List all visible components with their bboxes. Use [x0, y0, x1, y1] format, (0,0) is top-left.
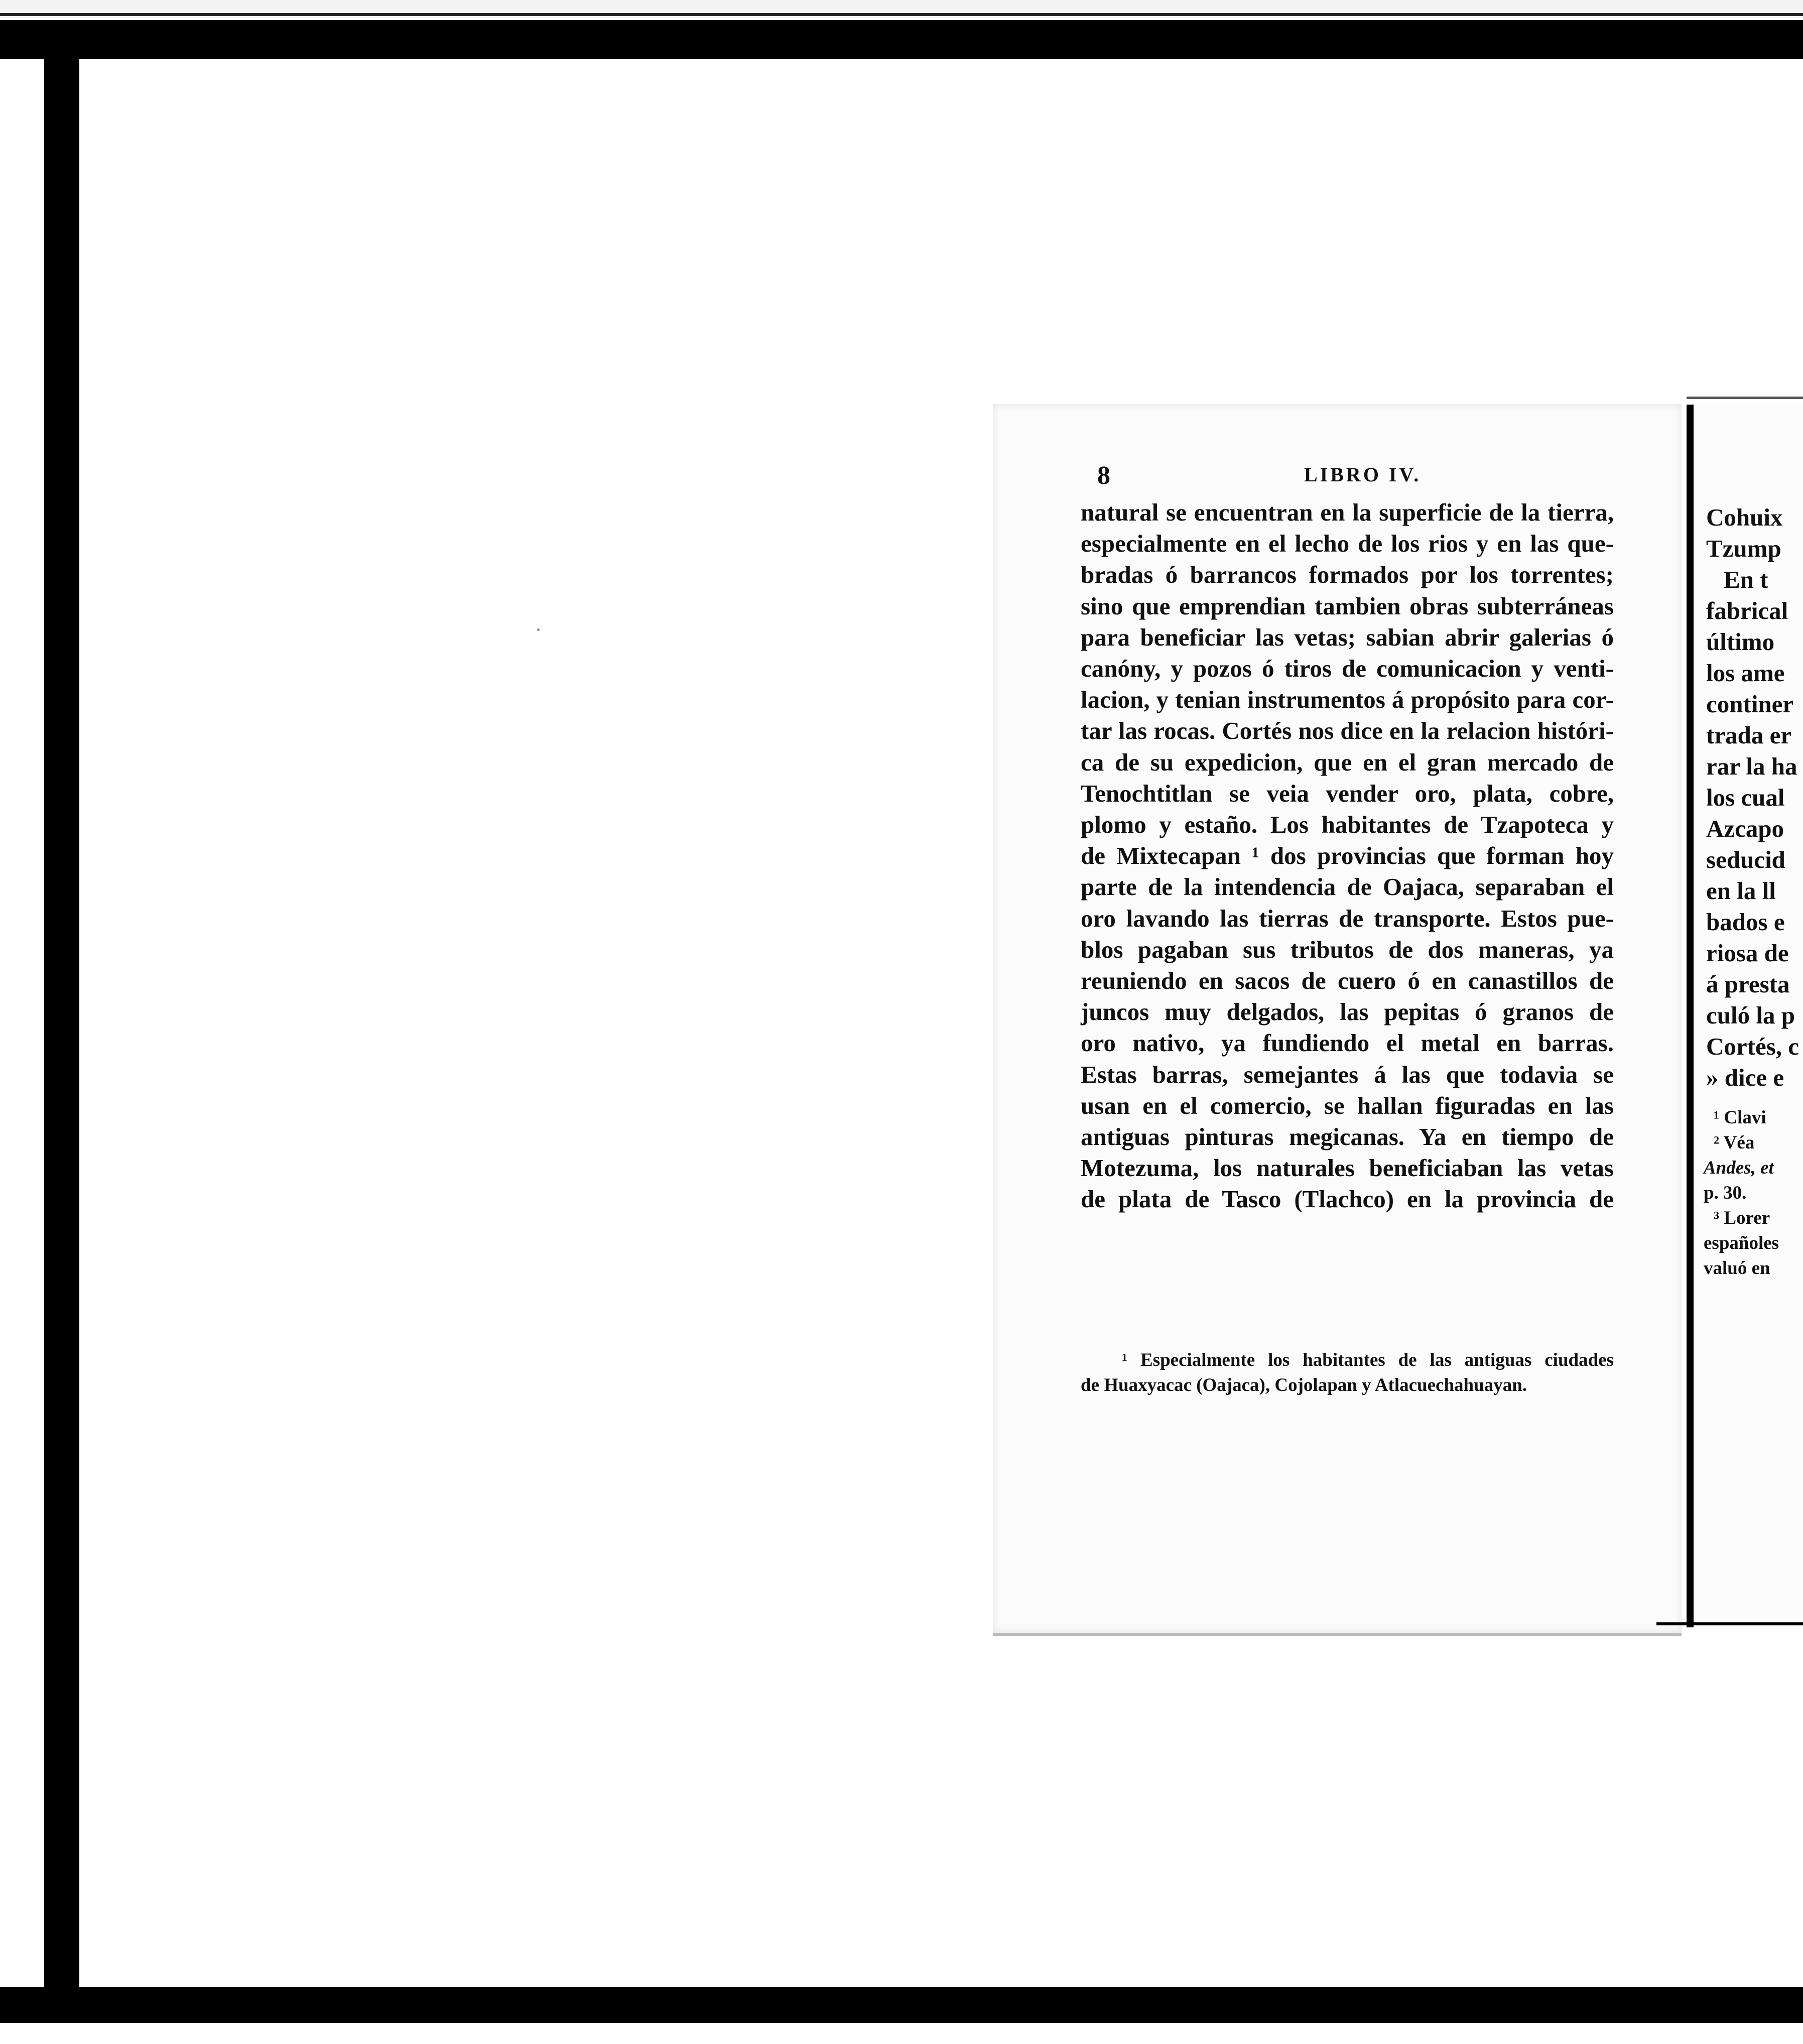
text-line: lacion, y tenian instrumentos á propósito para cor-	[1081, 686, 1614, 714]
scan-top-line	[0, 13, 1803, 16]
text-line: los ame	[1706, 659, 1785, 687]
text-line: los cual	[1706, 784, 1785, 811]
text-line: trada er	[1706, 721, 1792, 749]
text-line: plomo y estaño. Los habitantes de Tzapoteca y	[1081, 811, 1614, 839]
scan-border-left	[44, 20, 79, 2044]
scan-border-top	[0, 20, 1803, 59]
text-line: usan en el comercio, se hallan figuradas en las	[1081, 1091, 1614, 1119]
text-line: oro lavando las tierras de transporte. Estos pue-	[1081, 904, 1614, 932]
text-line: riosa de	[1706, 939, 1789, 967]
text-line: Motezuma, los naturales beneficiaban las vetas	[1081, 1154, 1614, 1182]
page-number: 8	[1097, 461, 1110, 490]
text-line: de Mixtecapan ¹ dos provincias que forman hoy	[1081, 842, 1614, 870]
text-line: antiguas pinturas megicanas. Ya en tiempo de	[1081, 1123, 1614, 1151]
text-line: para beneficiar las vetas; sabian abrir galerias ó	[1081, 623, 1614, 651]
text-line: á presta	[1706, 970, 1790, 998]
dust-speck	[537, 628, 540, 631]
footnote-line: de Huaxyacac (Oajaca), Cojolapan y Atlacuechahuayan.	[1081, 1375, 1527, 1395]
footnote-line: valuó en	[1704, 1258, 1770, 1279]
text-line: Cortés, c	[1706, 1033, 1799, 1060]
body-text	[1081, 497, 1614, 1215]
text-line: bradas ó barrancos formados por los torrentes;	[1081, 561, 1614, 589]
text-line: sino que emprendian tambien obras subterráneas	[1081, 592, 1614, 620]
text-line: blos pagaban sus tributos de dos maneras, ya	[1081, 935, 1614, 963]
text-line: rar la ha	[1706, 752, 1797, 780]
scan-bottom-margin	[0, 2023, 1803, 2044]
text-line: natural se encuentran en la superficie de la tierra,	[1081, 498, 1614, 526]
text-line: ca de su expedicion, que en el gran mercado de	[1081, 748, 1614, 776]
text-line: En t	[1724, 566, 1768, 593]
footnote-line: Andes, et	[1704, 1158, 1774, 1178]
text-line: culó la p	[1706, 1001, 1795, 1029]
running-header: LIBRO IV.	[1304, 463, 1422, 486]
text-line: » dice e	[1706, 1064, 1784, 1091]
gutter-rule	[1687, 405, 1694, 1627]
text-line: Estas barras, semejantes á las que todavia se	[1081, 1060, 1614, 1088]
footnote-line: ² Véa	[1714, 1132, 1755, 1153]
text-line: especialmente en el lecho de los rios y en las que-	[1081, 530, 1614, 558]
footnote-line: ³ Lorer	[1714, 1208, 1770, 1228]
text-line: último	[1706, 628, 1775, 656]
text-line: parte de la intendencia de Oajaca, separaban el	[1081, 873, 1614, 901]
text-line: canóny, y pozos ó tiros de comunicacion y venti-	[1081, 655, 1614, 683]
gutter-top-rule	[1687, 397, 1803, 399]
footnote-line: ¹ Clavi	[1714, 1107, 1766, 1128]
text-line: en la ll	[1706, 877, 1776, 905]
text-line: bados e	[1706, 908, 1785, 936]
text-line: reuniendo en sacos de cuero ó en canastillos de	[1081, 967, 1614, 995]
text-line: Tenochtitlan se veia vender oro, plata, cobre,	[1081, 779, 1614, 807]
text-line: Cohuix	[1706, 503, 1783, 531]
text-line: seducid	[1706, 846, 1785, 873]
footnote-line: p. 30.	[1704, 1183, 1747, 1203]
footnote	[1081, 1348, 1614, 1398]
text-line: continer	[1706, 690, 1794, 718]
text-line: Azcapo	[1706, 815, 1784, 842]
text-line: oro nativo, ya fundiendo el metal en barras.	[1081, 1029, 1614, 1057]
gutter-bottom-rule	[1656, 1622, 1803, 1625]
footnote-line: ¹ Especialmente los habitantes de las antiguas ciudades	[1122, 1350, 1614, 1370]
text-line: Tzump	[1706, 535, 1781, 562]
text-line: de plata de Tasco (Tlachco) en la provincia de	[1081, 1185, 1614, 1213]
right-page-cropped	[1694, 404, 1803, 1629]
text-line: tar las rocas. Cortés nos dice en la relacion históri-	[1081, 717, 1614, 745]
left-page	[993, 404, 1682, 1636]
footnote-line: españoles	[1704, 1233, 1779, 1253]
text-line: fabrical	[1706, 597, 1788, 624]
text-line: juncos muy delgados, las pepitas ó granos de	[1081, 998, 1614, 1026]
